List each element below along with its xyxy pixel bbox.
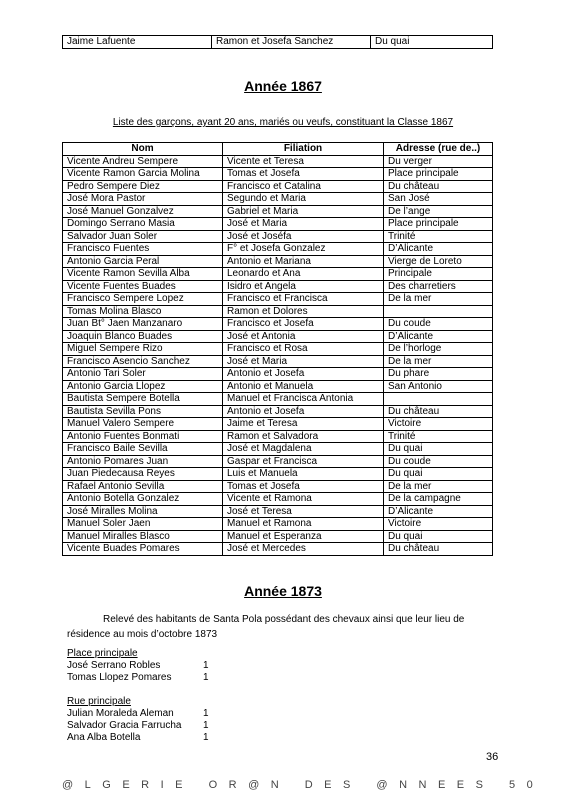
table-row: [63, 480, 493, 493]
list-item: [67, 720, 209, 732]
cell-filiation: Gabriel et Maria: [223, 205, 384, 218]
cell-name: Manuel Miralles Blasco: [63, 530, 223, 543]
table-row: [63, 493, 493, 506]
table-row: [63, 36, 493, 49]
cell-address: De la mer: [384, 293, 493, 306]
cell-name: Vicente Andreu Sempere: [63, 155, 223, 168]
cell-filiation: Ramon et Dolores: [223, 305, 384, 318]
section-title-1867: Année 1867: [244, 78, 322, 94]
cell-name: Vicente Ramon Garcia Molina: [63, 168, 223, 181]
cell-address: De l’ange: [384, 205, 493, 218]
cell-filiation: José et Maria: [223, 355, 384, 368]
cell-filiation: Vicente et Teresa: [223, 155, 384, 168]
cell-name: Manuel Valero Sempere: [63, 418, 223, 431]
page-number: 36: [486, 751, 499, 763]
cell-address: Du phare: [384, 368, 493, 381]
cell-name: Joaquin Blanco Buades: [63, 330, 223, 343]
owner-name: Salvador Gracia Farrucha: [67, 720, 182, 731]
cell-filiation: Jaime et Teresa: [223, 418, 384, 431]
table-row: [63, 455, 493, 468]
cell-filiation: Ramon et Salvadora: [223, 430, 384, 443]
cell-address: Du quai: [384, 443, 493, 456]
cell-name: Pedro Sempere Diez: [63, 180, 223, 193]
cell-name: Francisco Asencio Sanchez: [63, 355, 223, 368]
cell-filiation: Leonardo et Ana: [223, 268, 384, 281]
table-row: [63, 305, 493, 318]
cell-address: Place principale: [384, 218, 493, 231]
cell-filiation: Isidro et Angela: [223, 280, 384, 293]
paragraph-line-2: résidence au mois d’octobre 1873: [67, 629, 218, 640]
cell-filiation: Tomas et Josefa: [223, 168, 384, 181]
list-item: [67, 672, 209, 684]
cell-address: De la mer: [384, 355, 493, 368]
footer-watermark: @LGERIE OR@N DES @NNEES 50: [62, 779, 545, 791]
cell-name: Antonio Garcia Peral: [63, 255, 223, 268]
cell-name: Antonio Tari Soler: [63, 368, 223, 381]
table-row: [63, 318, 493, 331]
table-caption: Liste des garçons, ayant 20 ans, mariés ou veufs, constituant la Classe 1867: [112, 117, 454, 128]
cell-address: [384, 305, 493, 318]
cell-name: Miguel Sempere Rizo: [63, 343, 223, 356]
owner-name: Ana Alba Botella: [67, 732, 141, 743]
table-row: [63, 343, 493, 356]
table-row: [63, 293, 493, 306]
cell-address: D’Alicante: [384, 505, 493, 518]
cell-address: San Antonio: [384, 380, 493, 393]
cell-name: Antonio Fuentes Bonmati: [63, 430, 223, 443]
cell-name: Antonio Garcia Llopez: [63, 380, 223, 393]
cell-address: D’Alicante: [384, 330, 493, 343]
table-row: [63, 168, 493, 181]
cell-filiation: José et Teresa: [223, 505, 384, 518]
cell-address: Du quai: [371, 36, 493, 49]
cell-name: Juan Piedecausa Reyes: [63, 468, 223, 481]
cell-filiation: José et Maria: [223, 218, 384, 231]
cell-name: Vicente Ramon Sevilla Alba: [63, 268, 223, 281]
table-row: [63, 405, 493, 418]
cell-name: Tomas Molina Blasco: [63, 305, 223, 318]
cell-filiation: Manuel et Francisca Antonia: [223, 393, 384, 406]
cell-name: Antonio Botella Gonzalez: [63, 493, 223, 506]
cell-filiation: José et Antonia: [223, 330, 384, 343]
cell-filiation: Tomas et Josefa: [223, 480, 384, 493]
table-row: [63, 193, 493, 206]
table-row: [63, 518, 493, 531]
table-row: [63, 418, 493, 431]
cell-filiation: F° et Josefa Gonzalez: [223, 243, 384, 256]
group-heading: Rue principale: [67, 696, 131, 707]
cell-address: Trinité: [384, 430, 493, 443]
table-row: [63, 205, 493, 218]
cell-name: Domingo Serrano Masia: [63, 218, 223, 231]
group-place-principale: [67, 648, 209, 684]
table-row: [63, 380, 493, 393]
table-row: [63, 243, 493, 256]
section-title-1873: Année 1873: [244, 583, 322, 599]
list-item: [67, 660, 209, 672]
table-row: [63, 218, 493, 231]
table-row: [63, 443, 493, 456]
cell-name: Francisco Fuentes: [63, 243, 223, 256]
cell-name: Juan Bt° Jaen Manzanaro: [63, 318, 223, 331]
cell-filiation: Segundo et Maria: [223, 193, 384, 206]
cell-filiation: Antonio et Mariana: [223, 255, 384, 268]
cell-name: Francisco Baile Sevilla: [63, 443, 223, 456]
horse-count: 1: [203, 660, 209, 671]
cell-filiation: Francisco et Catalina: [223, 180, 384, 193]
table-row: [63, 543, 493, 556]
table-row: [63, 393, 493, 406]
group-rue-principale: [67, 696, 209, 744]
col-header-adresse: Adresse (rue de..): [384, 143, 493, 156]
cell-filiation: Gaspar et Francisca: [223, 455, 384, 468]
cell-address: Des charretiers: [384, 280, 493, 293]
cell-filiation: Ramon et Josefa Sanchez: [212, 36, 371, 49]
horse-count: 1: [203, 708, 209, 719]
cell-filiation: Manuel et Esperanza: [223, 530, 384, 543]
cell-address: Du quai: [384, 530, 493, 543]
horse-count: 1: [203, 732, 209, 743]
cell-filiation: Francisco et Josefa: [223, 318, 384, 331]
cell-address: Victoire: [384, 518, 493, 531]
cell-filiation: Antonio et Manuela: [223, 380, 384, 393]
cell-name: Antonio Pomares Juan: [63, 455, 223, 468]
list-item: [67, 708, 209, 720]
cell-name: Manuel Soler Jaen: [63, 518, 223, 531]
table-row: [63, 180, 493, 193]
cell-address: Du château: [384, 180, 493, 193]
table-row: [63, 330, 493, 343]
table-row: [63, 368, 493, 381]
cell-address: Du quai: [384, 468, 493, 481]
cell-address: D’Alicante: [384, 243, 493, 256]
cell-address: Du coude: [384, 455, 493, 468]
cell-filiation: Antonio et Josefa: [223, 405, 384, 418]
cell-name: José Miralles Molina: [63, 505, 223, 518]
cell-filiation: Francisco et Francisca: [223, 293, 384, 306]
cell-address: Trinité: [384, 230, 493, 243]
cell-filiation: José et Joséfa: [223, 230, 384, 243]
col-header-filiation: Filiation: [223, 143, 384, 156]
table-row: [63, 505, 493, 518]
table-header-row: [63, 143, 493, 156]
cell-name: Salvador Juan Soler: [63, 230, 223, 243]
owner-name: Julian Moraleda Aleman: [67, 708, 174, 719]
cell-address: De l’horloge: [384, 343, 493, 356]
paragraph-line-1: Relevé des habitants de Santa Pola possédant des chevaux ainsi que leur lieu de: [103, 614, 465, 625]
group-heading: Place principale: [67, 648, 138, 659]
cell-filiation: José et Magdalena: [223, 443, 384, 456]
cell-name: Francisco Sempere Lopez: [63, 293, 223, 306]
table-row: [63, 280, 493, 293]
cell-name: Vicente Fuentes Buades: [63, 280, 223, 293]
cell-name: Bautista Sevilla Pons: [63, 405, 223, 418]
cell-address: Victoire: [384, 418, 493, 431]
cell-name: Rafael Antonio Sevilla: [63, 480, 223, 493]
cell-filiation: José et Mercedes: [223, 543, 384, 556]
horse-count: 1: [203, 672, 209, 683]
col-header-nom: Nom: [63, 143, 223, 156]
cell-address: [384, 393, 493, 406]
table-row: [63, 355, 493, 368]
cell-filiation: Antonio et Josefa: [223, 368, 384, 381]
owner-name: José Serrano Robles: [67, 660, 161, 671]
owner-name: Tomas Llopez Pomares: [67, 672, 172, 683]
cell-name: José Mora Pastor: [63, 193, 223, 206]
cell-filiation: Manuel et Ramona: [223, 518, 384, 531]
cell-filiation: Francisco et Rosa: [223, 343, 384, 356]
cell-address: Vierge de Loreto: [384, 255, 493, 268]
cell-address: Du château: [384, 405, 493, 418]
table-row: [63, 155, 493, 168]
cell-name: Jaime Lafuente: [63, 36, 212, 49]
cell-address: Place principale: [384, 168, 493, 181]
cell-address: Du coude: [384, 318, 493, 331]
table-row: [63, 268, 493, 281]
horse-count: 1: [203, 720, 209, 731]
cell-address: De la campagne: [384, 493, 493, 506]
previous-table-tail: [62, 35, 493, 49]
cell-name: Bautista Sempere Botella: [63, 393, 223, 406]
table-row: [63, 255, 493, 268]
cell-address: Du verger: [384, 155, 493, 168]
table-row: [63, 468, 493, 481]
cell-name: José Manuel Gonzalvez: [63, 205, 223, 218]
cell-filiation: Luis et Manuela: [223, 468, 384, 481]
cell-address: Principale: [384, 268, 493, 281]
cell-address: De la mer: [384, 480, 493, 493]
intro-paragraph: [67, 612, 497, 642]
cell-address: Du château: [384, 543, 493, 556]
list-item: [67, 732, 209, 744]
cell-name: Vicente Buades Pomares: [63, 543, 223, 556]
cell-address: San José: [384, 193, 493, 206]
table-row: [63, 430, 493, 443]
table-row: [63, 530, 493, 543]
classe-1867-table: [62, 142, 493, 556]
table-row: [63, 230, 493, 243]
cell-filiation: Vicente et Ramona: [223, 493, 384, 506]
